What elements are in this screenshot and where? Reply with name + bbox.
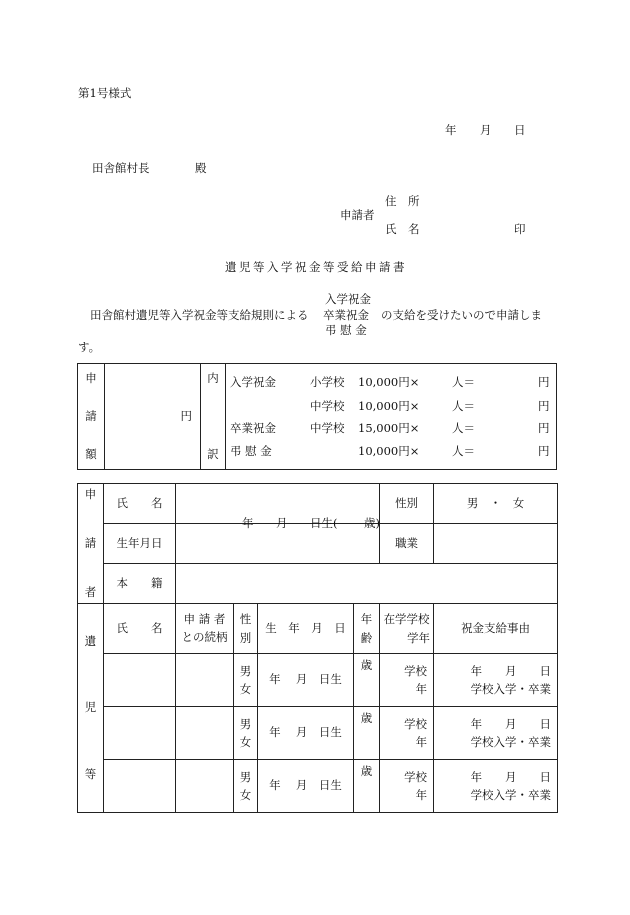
breakdown-rows: 入学祝金 小学校 10,000円× 人＝ 円 中学校 10,000円× 人＝ 円 卒業祝金 中学校 15,000円× 人＝ 円 弔 慰 金 10,000円× 人＝ 円: [226, 364, 557, 470]
child-birth-field[interactable]: 年 月 日生: [258, 654, 354, 707]
child-school-field[interactable]: 学校 年: [380, 707, 434, 760]
applicant-sex-field[interactable]: 男 ・ 女: [434, 484, 558, 524]
child-birth-field[interactable]: 年 月 日生: [258, 760, 354, 813]
addressee-honorific: 殿: [195, 161, 207, 175]
applicant-side-label: 申 請 者: [78, 484, 104, 604]
body-option-2: 卒業祝金: [323, 308, 369, 322]
date-day: 日: [514, 123, 526, 137]
child-age-field[interactable]: 歳: [354, 707, 380, 760]
amount-total-field[interactable]: [105, 364, 201, 470]
applicant-birth-field[interactable]: 年 月 日生( 歳): [176, 524, 380, 564]
child-school-field[interactable]: 学校 年: [380, 760, 434, 813]
child-relation-field[interactable]: [176, 654, 234, 707]
applicant-job-label: 職業: [380, 524, 434, 564]
body-suffix: の支給を受けたいので申請しま: [381, 308, 542, 322]
date-year: 年: [445, 123, 457, 137]
child-reason-field[interactable]: 年 月 日 学校入学・卒業: [434, 654, 558, 707]
child-row: [78, 707, 558, 760]
children-birth-header: 生 年 月 日: [258, 604, 354, 654]
children-relation-header: 申 請 者 との続柄: [176, 604, 234, 654]
applicant-name-label: 氏 名: [385, 222, 420, 236]
child-birth-field[interactable]: 年 月 日生: [258, 707, 354, 760]
applicant-table: [77, 483, 558, 813]
child-row: [78, 760, 558, 813]
applicant-job-field[interactable]: [434, 524, 558, 564]
body-option-1: 入学祝金: [325, 292, 371, 306]
addressee-name: 田舎館村長: [92, 161, 150, 175]
child-sex-field[interactable]: 男 女: [234, 707, 258, 760]
amount-table: [77, 363, 557, 470]
children-reason-header: 祝金支給事由: [434, 604, 558, 654]
child-sex-field[interactable]: 男 女: [234, 654, 258, 707]
date-month: 月: [480, 123, 492, 137]
child-reason-field[interactable]: 年 月 日 学校入学・卒業: [434, 760, 558, 813]
document-title: 遺児等入学祝金等受給申請書: [225, 260, 407, 274]
child-age-field[interactable]: 歳: [354, 760, 380, 813]
body-tail: す。: [78, 340, 101, 354]
applicant-birth-label: 生年月日: [104, 524, 176, 564]
applicant-name-label: 氏 名: [104, 484, 176, 524]
form-number: 第1号様式: [78, 86, 132, 100]
children-sex-header: 性 別: [234, 604, 258, 654]
applicant-sex-label: 性別: [380, 484, 434, 524]
applicant-honseki-label: 本 籍: [104, 564, 176, 604]
children-age-header: 年 齢: [354, 604, 380, 654]
child-school-field[interactable]: 学校 年: [380, 654, 434, 707]
applicant-label: 申請者: [340, 208, 375, 222]
child-age-field[interactable]: 歳: [354, 654, 380, 707]
body-prefix: 田舎館村遺児等入学祝金等支給規則による: [90, 308, 309, 322]
child-row: [78, 654, 558, 707]
child-sex-field[interactable]: 男 女: [234, 760, 258, 813]
seal-mark: 印: [514, 222, 526, 236]
children-side-label: 遺 児 等: [78, 604, 104, 813]
applicant-honseki-field[interactable]: [176, 564, 558, 604]
child-name-field[interactable]: [104, 654, 176, 707]
children-school-header: 在学学校 学年: [380, 604, 434, 654]
child-relation-field[interactable]: [176, 707, 234, 760]
child-relation-field[interactable]: [176, 760, 234, 813]
amount-side-label: 申 請 額: [78, 364, 105, 470]
children-name-header: 氏 名: [104, 604, 176, 654]
body-option-3: 弔 慰 金: [325, 323, 367, 337]
child-name-field[interactable]: [104, 707, 176, 760]
applicant-address-label: 住 所: [385, 194, 420, 208]
breakdown-label: 内 訳: [201, 364, 226, 470]
child-name-field[interactable]: [104, 760, 176, 813]
amount-yen-unit: 円: [180, 408, 192, 423]
child-reason-field[interactable]: 年 月 日 学校入学・卒業: [434, 707, 558, 760]
